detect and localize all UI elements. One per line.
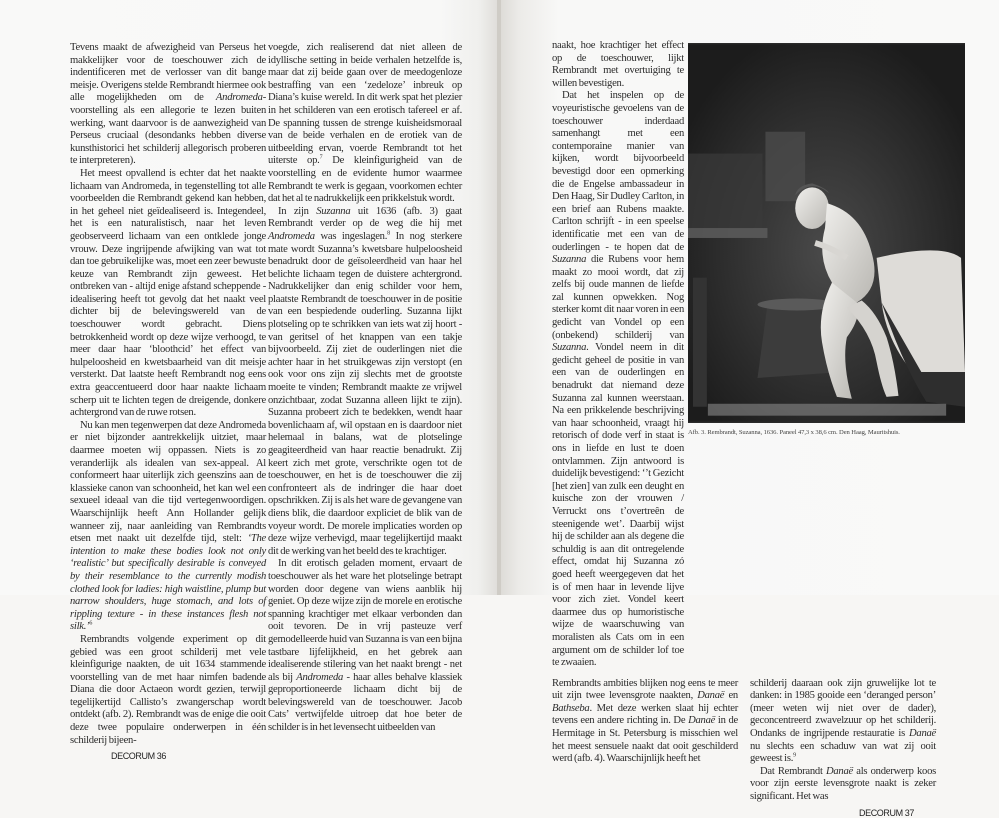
text-run: -voorstelling als een allegorie te lezen buiten werking, want daarvoor is de aanwezigheid van Perseus cruciaal (desondanks hebben diverse kunsthistorici het schilderij allegorisch proberen te interpreteren). [70, 92, 266, 167]
text-run: uit 1636 (afb. 3) gaat Rembrandt verder op de weg die hij met [268, 205, 462, 230]
text-run: nu slechts een schaduw van wat zij ooit geweest is. [750, 740, 936, 765]
paragraph [70, 42, 266, 168]
text-run: Dat het inspelen op de voyeuristische gevoelens van de toeschouwer inderdaad samenhangt met een contemporaine manier van kijken, wordt bijvoorbeeld bevestigd door een opmerking die de Engelse ambassadeur in Den Haag, Sir Dudley Carlton, in een brief aan Rubens maakte. Carlton schrijft - in een speelse identificatie met een van de ouderlingen - te hopen dat de [552, 90, 684, 253]
italic-title: Danaë [697, 690, 725, 702]
text-run: Tevens maakt de afwezigheid van Perseus het makkelijker voor de toeschouwer zich de indentificeren met de verlosser van dit bange meisje. Overigens stelde Rembrandt hiermee ook alle mogelijkheden om de [70, 42, 266, 104]
paragraph [268, 206, 462, 559]
paragraph [750, 766, 936, 804]
suzanna-painting-image [688, 43, 965, 423]
paragraph [70, 420, 266, 634]
text-run: - haar alles behalve klassiek geproportioneerde lichaam dicht bij de belevingswereld van de toeschouwer. Jacob Cats’ vertwijfelde uitroep dat hoe beter de schilder is in het levensecht uitbeelden van [268, 671, 462, 734]
paragraph [552, 90, 684, 669]
text-run: als onderwerp koos voor zijn eerste levensgrote naakt is zeker significant. Het was [750, 765, 936, 803]
left-page-column-1 [70, 42, 266, 747]
footnote-ref: 7 [319, 154, 323, 161]
footnote-ref: 9 [793, 752, 796, 759]
text-run: In nog sterkere mate wordt Suzanna’s kwetsbare hulpeloosheid benadrukt door de geïsoleerdheid van haar hel belichte lichaam tegen de duistere achtergrond. Nadrukkelijker dan enig schilder voor hem, plaatste Rembrandt de toeschouwer in de positie van een bespiedende ouderling. Suzanna lijkt plotseling op te schrikken van iets wat zij hoort - van geritsel of het knappen van een takje bijvoorbeeld. Zij ziet de ouderlingen niet die achter haar in het struikgewas zijn verstopt (en ook voor ons zijn zij slechts met de grootste moeite te vinden; Rembrandt maakte ze vrijwel onzichtbaar, zodat Suzanna alleen lijkt te zijn). Suzanna probeert zich te bedekken, wendt haar bovenlichaam af, wil opstaan en is daardoor niet helemaal in balans, wat de plotselinge geagiteerdheid van haar reactie benadrukt. Zij keert zich met grote, verschrikte ogen tot de toeschouwer, en het is de toeschouwer die zij confronteert als de indringer die haar doet opschrikken. Zij is als het ware de gevangene van diens blik, die daardoor expliciet de blik van de voyeur wordt. De morele implicaties worden op deze wijze verhevigd, maar tegelijkertijd maakt dit de werking van het beeld des te krachtiger. [268, 230, 462, 557]
painting-figure [688, 43, 965, 423]
text-run: Rembrandts ambities blijken nog eens te meer uit zijn twee levensgrote naakten, [552, 677, 738, 702]
text-run: en [724, 690, 738, 702]
text-run: was ingeslagen. [314, 230, 388, 242]
italic-title: Bathseba [552, 702, 590, 714]
italic-title: Andromeda [296, 671, 344, 683]
right-page-column-1-bottom [552, 678, 738, 766]
text-run: schilderij daaraan ook zijn gruwelijke lot te danken: in 1985 gooide een ‘deranged person’ (meer weten wij niet over de dader), geconcentreerd zwavelzuur op het schilderij. Ondanks de ingrijpende restauratie is [750, 677, 936, 740]
italic-title: Suzanna [552, 254, 587, 266]
page-number-right: DECORUM 37 [859, 807, 915, 818]
text-run: die Rubens voor hem maakt zo mooi wordt, dat zij zelfs bij oude mannen de liefde zal kunnen opwekken. Nog sterker komt dit naar voren in een gedicht van Vondel op een (onbekend) schilderij van [552, 254, 684, 341]
paragraph: naakt, hoe krachtiger het effect op de toeschouwer, lijkt Rembrandt met overtuiging te willen bevestigen. [552, 40, 684, 89]
right-page-column-2 [750, 678, 936, 804]
page-number-left: DECORUM 36 [111, 751, 167, 762]
text-run: . Met deze werken slaat hij echter tevens een andere richting in. De [552, 702, 738, 727]
paragraph [268, 558, 462, 734]
text-run: De kleinfigurigheid van de voorstelling en de evidente humor waarmee Rembrandt te werk is gegaan, voorkomen echter dat het al te nadrukkelijk een prikkelstuk wordt. [268, 155, 462, 205]
text-run: in de Hermitage in St. Petersburg is misschien wel het meest sensuele naakt dat ooit geschilderd werd (afb. 4). Waarschijnlijk heeft het [552, 715, 738, 765]
italic-title: Andromeda [268, 230, 315, 242]
italic-title: Andromeda [215, 92, 263, 104]
footnote-ref: 8 [387, 230, 390, 237]
italic-title: Suzanna [552, 342, 587, 354]
right-page-column-1 [552, 40, 684, 670]
paragraph: Het meest opvallend is echter dat het naakte lichaam van Andromeda, in tegenstelling tot alle voorbeelden die Rembrandt gekend kan hebben, in het geheel niet geïdealiseerd is. Integendeel, het is een naturalistisch, naar het leven geobserveerd lichaam van een ontklede jonge vrouw. Deze ingrijpende afwijking van wat tot dan toe gebruikelijke was, moet een zeer bewuste keuze van Rembrandt zijn geweest. Het ontbreken van - altijd enige afstand scheppende - idealisering heeft tot gevolg dat het naakt veel dichter bij de belevingswereld van de toeschouwer wordt gebracht. Diens betrokkenheid wordt op deze wijze verhoogd, te meer daar haar ‘bloothcid’ het effect van hulpeloosheid en kwetsbaarheid van dit meisje versterkt. Dat laatste heeft Rembrandt nog eens extra geaccentueerd door haar naakte lichaam scherp uit te lichten tegen de dreigende, donkere achtergrond van de ruwe rotsen. [70, 167, 266, 419]
text-run: Nu kan men tegenwerpen dat deze Andromeda er niet bijzonder aantrekkelijk uitziet, maar daarmee moeten wij oppassen. Niets is zo veranderlijk als idealen van sex-appeal. Al conformeert haar uiterlijk zich geenszins aan de klassieke canon van schoonheid, het kan wel een sexueel ideaal van die tijd vertegenwoordigen. Waarschijnlijk heeft Ann Hollander gelijk wanneer zij, naar aanleiding van Rembrandts etsen met naakt uit dezelfde tijd, stelt: [70, 419, 266, 545]
left-page-column-2 [268, 42, 462, 735]
text-run: . Vondel neem in dit gedicht geheel de positie in van een van de ouderlingen en benadrukt dat niemand deze Suzanna zal kunnen weerstaan. Na een prikkelende beschrijving van haar schoonheid, vraagt hij retorisch of dode verf in staat is ons in liefde en lust te doen ontvlammen. Zijn antwoord is duidelijk bevestigend: ‘’t Gezicht [het zien] van zulk een deught en kuische zon der vrouwen / Verruckt ons t’overtreên de steenigende wet’. Daarbij wijst hij de schilder aan als degene die schuldig is aan dit ontregelende effect, omdat hij Suzanna zó goed heeft weergegeven dat het is of men haar in levende lijve voor zich ziet. Vondel keert daarmee dus op humoristische wijze de waarschuwing van moralisten als Cats om in een argument om de schilder lof toe te zwaaien. [552, 342, 684, 669]
text-run: Dat Rembrandt [760, 765, 826, 777]
text-run: In dit erotisch geladen moment, ervaart de toeschouwer als het ware het plotselinge betrapt worden door degene van wiens aanblik hij geniet. Op deze wijze zijn de morele en erotische spanning krachtiger met elkaar verbonden dan ooit tevoren. De in vrij pasteuze verf gemodelleerde huid van Suzanna is van een bijna tastbare lijfelijkheid, en het gebrek aan idealiserende stilering van het naakt brengt - net als bij [268, 558, 462, 683]
figure-caption: Afb. 3. Rembrandt, Suzanna, 1636. Paneel 47,3 x 38,6 cm. Den Haag, Mauritshuis. [688, 429, 900, 436]
paragraph [552, 678, 738, 766]
book-gutter [497, 0, 501, 595]
quotation: ‘The intention to make these bodies look not only ‘realistic’ but specifically desirable is conveyed by their resemblance to the currently modish clothed look for ladies: high waistline, plump but narrow shoulders, huge stomach, and lots of rippling texture - in these instances flesh not silk.’ [70, 533, 266, 633]
text-run: voegde, zich realiserend dat niet alleen de idyllische setting in beide verhalen hetzelfde is, maar dat zij beide gaan over de meedogenloze bestraffing van een ‘zedeloze’ inbreuk op Diana’s kuise wereld. In dit werk spat het plezier in het schilderen van een erotisch tafereel er af. De spanning tussen de strenge kuisheidsmoraal van de beide verhalen en de erotiek van de uitbeelding ervan, voerde Rembrandt tot het uiterste op. [268, 42, 462, 167]
italic-title: Danaë [825, 765, 853, 777]
paragraph [268, 42, 462, 206]
italic-title: Danaë [688, 715, 716, 727]
italic-title: Danaë [909, 728, 936, 740]
italic-title: Suzanna [316, 205, 351, 217]
text-run: In zijn [278, 205, 317, 217]
paragraph: Rembrandts volgende experiment op dit gebied was een groot schilderij met vele kleinfigurige naakten, de uit 1634 stammende voorstelling van de met haar nimfen badende Diana die door Actaeon wordt gezien, terwijl tegelijkertijd Callisto’s zwangerschap wordt ontdekt (afb. 2). Rembrandt was de enige die ooit deze twee populaire onderwerpen in één schilderij bijeen- [70, 633, 266, 746]
paragraph [750, 678, 936, 766]
footnote-ref: 6 [89, 620, 93, 627]
